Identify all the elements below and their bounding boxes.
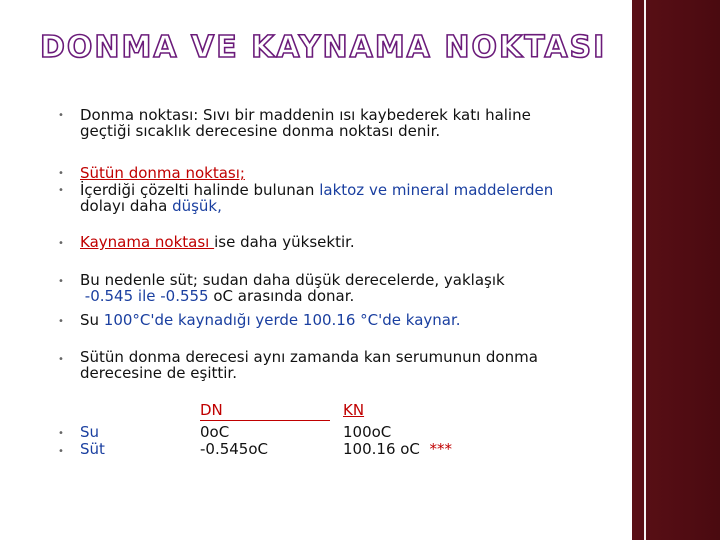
p3-part2: laktoz ve mineral maddelerden [319, 181, 554, 199]
bullet-7: • [58, 354, 64, 365]
cell-su-dn: 0oC [200, 423, 230, 441]
p7-line2: derecesine de eşittir. [80, 364, 237, 382]
bullet-9: • [58, 446, 64, 457]
sidebar-divider [644, 0, 646, 540]
table-row-labels [80, 424, 105, 458]
p5-line2-b: oC arasında donar. [213, 287, 355, 305]
bullet-6: • [58, 316, 64, 327]
row-label-sut: Süt [80, 440, 105, 458]
p4-part2: ise daha yüksektir. [214, 233, 355, 251]
p1-line1: Donma noktası: Sıvı bir maddenin ısı kaybederek katı haline [80, 106, 531, 124]
cell-sut-dn: -0.545oC [200, 440, 269, 458]
p3-line2-b: düşük, [172, 197, 222, 215]
paragraph-bu-nedenle [80, 272, 505, 304]
cell-sut-kn-value: 100.16 oC [343, 440, 420, 458]
dn-underline [200, 420, 330, 421]
page-title: DONMA VE KAYNAMA NOKTASI [40, 30, 607, 65]
stars-marker: *** [429, 440, 452, 458]
row-label-su: Su [80, 423, 100, 441]
paragraph-su-kaynar [80, 312, 461, 328]
column-dn [200, 424, 268, 458]
paragraph-kan-serumu [80, 349, 538, 381]
header-kn: KN [343, 401, 365, 419]
p5-line1: Bu nedenle süt; sudan daha düşük derecelerde, yaklaşık [80, 271, 505, 289]
paragraph-sutun-donma [80, 165, 245, 181]
column-kn [343, 424, 452, 458]
p6-a: Su [80, 311, 104, 329]
p6-b: 100°C'de kaynadığı yerde 100.16 °C'de kaynar. [103, 311, 461, 329]
paragraph-icerdigi [80, 182, 553, 214]
bullet-2: • [58, 168, 64, 179]
bullet-4: • [58, 238, 64, 249]
p7-line1: Sütün donma derecesi aynı zamanda kan serumunun donma [80, 348, 538, 366]
bullet-3: • [58, 185, 64, 196]
bullet-1: • [58, 110, 64, 121]
p1-line2: geçtiği sıcaklık derecesine donma noktası denir. [80, 122, 441, 140]
cell-sut-kn [343, 441, 452, 458]
p3-line2-a: dolayı daha [80, 197, 173, 215]
header-dn: DN [200, 401, 223, 419]
p4-part1: Kaynama noktası [80, 233, 215, 251]
p3-part1: İçerdiği çözelti halinde bulunan [80, 181, 320, 199]
paragraph-donma-noktasi [80, 107, 531, 139]
bullet-5: • [58, 276, 64, 287]
p5-line2-a: -0.545 ile -0.555 [84, 287, 214, 305]
paragraph-kaynama [80, 234, 355, 250]
cell-su-kn: 100oC [343, 423, 392, 441]
p2-heading: Sütün donma noktası; [80, 164, 245, 182]
bullet-8: • [58, 428, 64, 439]
